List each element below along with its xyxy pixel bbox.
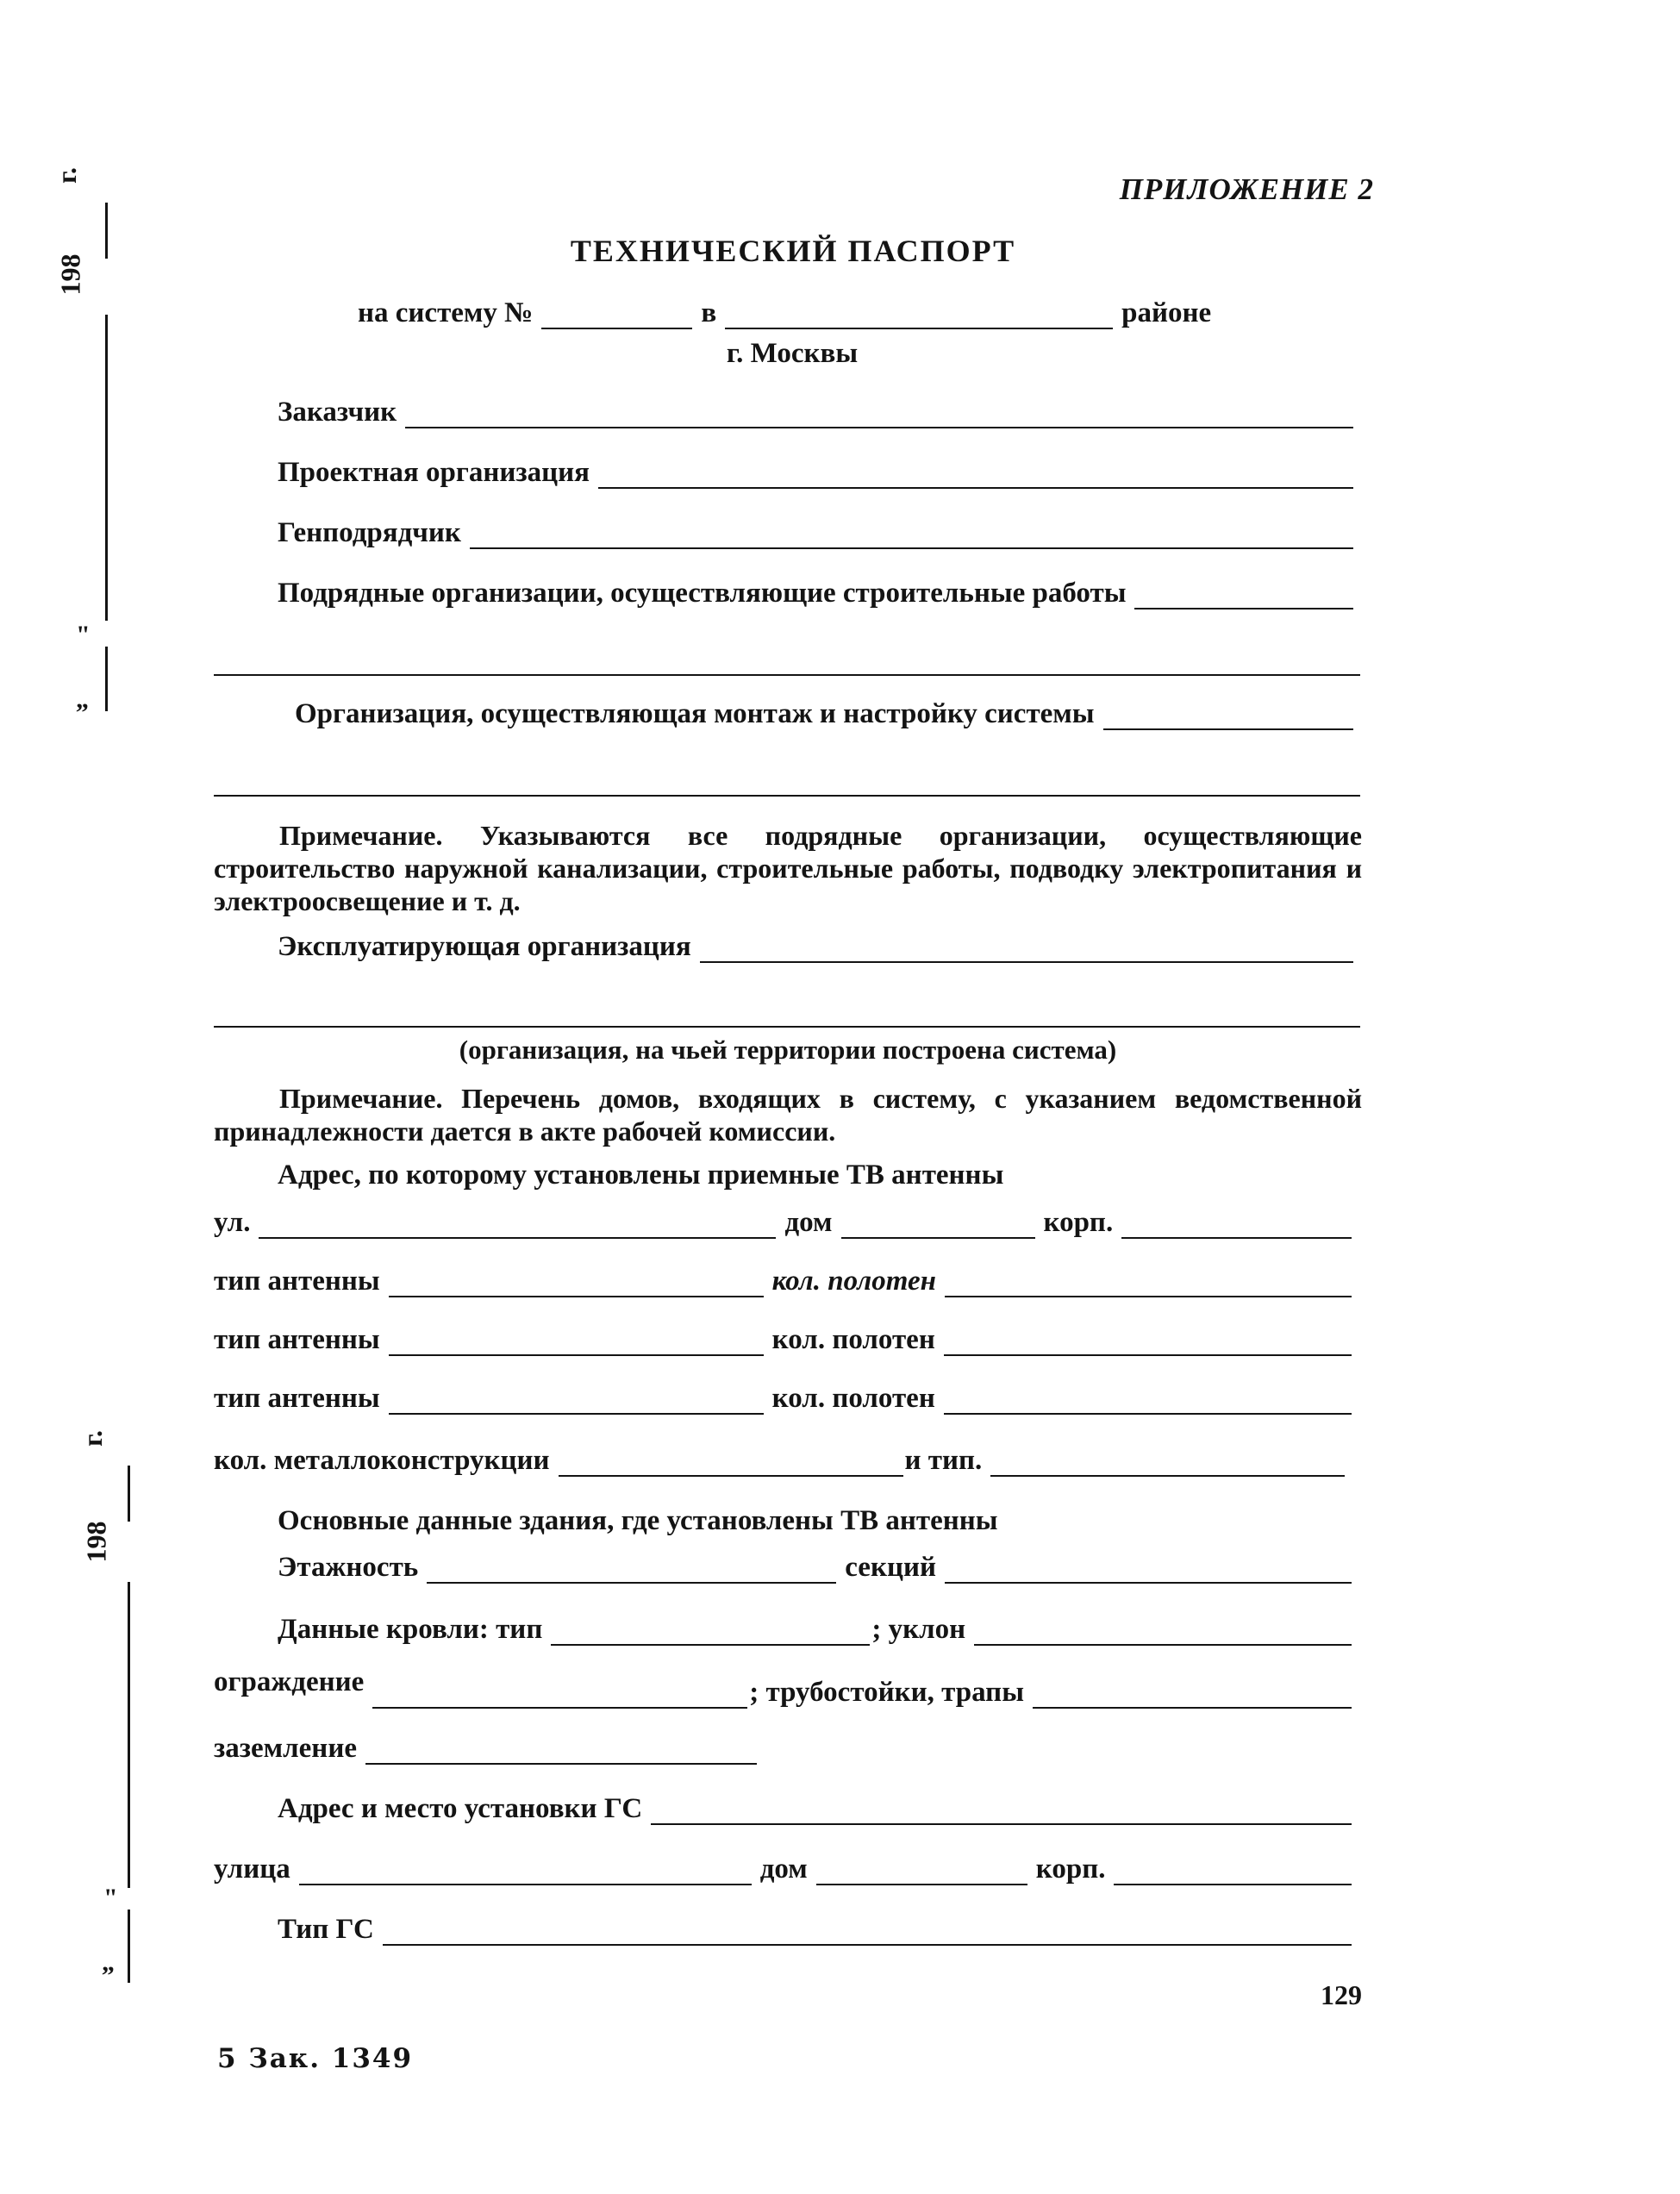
stamp-year: 198 xyxy=(80,1521,112,1563)
gs-type-row xyxy=(278,1914,1360,1946)
slope-field[interactable] xyxy=(974,1618,1352,1646)
customer-field[interactable] xyxy=(405,401,1353,428)
metal-count-label: кол. металлоконструкции xyxy=(214,1445,550,1476)
antenna-type-label: тип антенны xyxy=(214,1266,380,1297)
gs-type-field[interactable] xyxy=(383,1918,1352,1946)
design-org-label: Проектная организация xyxy=(278,457,590,488)
general-contractor-label: Генподрядчик xyxy=(278,517,461,548)
antenna-count-field[interactable] xyxy=(945,1270,1352,1297)
metal-count-field[interactable] xyxy=(559,1449,903,1477)
roof-type-label: Данные кровли: тип xyxy=(278,1614,543,1645)
antenna-type-field[interactable] xyxy=(389,1270,764,1297)
system-number-field[interactable] xyxy=(541,302,692,329)
note-contractors xyxy=(214,819,1362,917)
fence-row xyxy=(214,1666,1360,1709)
gs-place-field[interactable] xyxy=(651,1797,1352,1825)
house-field[interactable] xyxy=(841,1211,1035,1239)
grounding-row xyxy=(214,1733,765,1765)
fence-label: ограждение xyxy=(214,1666,365,1697)
metal-type-field[interactable] xyxy=(990,1449,1345,1477)
stamp-suffix: г. xyxy=(50,167,82,184)
stamp-quote-open: „ xyxy=(102,1948,115,1977)
stamp-quote-open: „ xyxy=(76,685,89,714)
antenna-row xyxy=(214,1383,1360,1415)
metal-type-label: и тип. xyxy=(904,1445,983,1476)
grounding-label: заземление xyxy=(214,1733,357,1764)
house-label: дом xyxy=(784,1207,833,1238)
metal-row xyxy=(214,1445,1353,1477)
gs-house-label: дом xyxy=(759,1853,808,1885)
print-order: 5 Зак. 1349 xyxy=(217,2043,414,2074)
fence-field[interactable] xyxy=(372,1681,747,1709)
street-field[interactable] xyxy=(259,1211,776,1239)
gs-street-label: улица xyxy=(214,1853,290,1885)
floors-field[interactable] xyxy=(427,1556,836,1584)
design-org-field[interactable] xyxy=(598,461,1353,489)
general-contractor-field[interactable] xyxy=(470,522,1353,549)
stamp-suffix: г. xyxy=(76,1430,108,1447)
district-label: районе xyxy=(1121,297,1212,328)
system-number-label: на систему № xyxy=(358,297,534,328)
note-text: Перечень домов, входящих в систему, с указанием ведомственной принадлежности дается в акте рабочей комиссии. xyxy=(214,1083,1363,1147)
general-contractor-row xyxy=(278,517,1362,549)
city-label: г. Москвы xyxy=(726,338,859,369)
operator-caption: (организация, на чьей территории построена система) xyxy=(459,1034,1117,1065)
antenna-count-label: кол. полотен xyxy=(771,1324,935,1355)
building-field[interactable] xyxy=(1121,1211,1352,1239)
sections-field[interactable] xyxy=(945,1556,1352,1584)
roof-row xyxy=(278,1614,1360,1646)
antenna-row xyxy=(214,1266,1360,1297)
contractors-field[interactable] xyxy=(1134,582,1353,609)
system-line xyxy=(358,297,1220,329)
building-data-heading: Основные данные здания, где установлены ТВ антенны xyxy=(278,1505,998,1536)
grounding-field[interactable] xyxy=(365,1737,757,1765)
contractors-label: Подрядные организации, осуществляющие строительные работы xyxy=(278,578,1127,609)
customer-label: Заказчик xyxy=(278,397,397,428)
gs-address-row xyxy=(214,1853,1360,1885)
gs-type-label: Тип ГС xyxy=(278,1914,374,1945)
pipes-field[interactable] xyxy=(1033,1695,1352,1709)
gs-house-field[interactable] xyxy=(816,1858,1027,1885)
street-label: ул. xyxy=(214,1207,251,1238)
page-number: 129 xyxy=(1321,1979,1362,2010)
stamp-year: 198 xyxy=(54,253,86,296)
note-lead: Примечание. xyxy=(279,820,443,851)
antenna-row xyxy=(214,1324,1360,1356)
note-lead: Примечание. xyxy=(279,1083,443,1114)
antenna-count-label: кол. полотен xyxy=(771,1383,935,1414)
building-label: корп. xyxy=(1043,1207,1114,1238)
installer-extra-line[interactable] xyxy=(214,795,1360,797)
contractors-extra-line[interactable] xyxy=(214,674,1360,676)
operator-label: Эксплуатирующая организация xyxy=(278,931,691,962)
gs-building-label: корп. xyxy=(1035,1853,1106,1885)
floors-row xyxy=(278,1552,1360,1584)
antenna-type-label: тип антенны xyxy=(214,1383,380,1414)
customer-row xyxy=(278,397,1362,428)
sections-label: секций xyxy=(845,1552,937,1583)
note-houses xyxy=(214,1082,1362,1147)
antenna-address-row xyxy=(214,1207,1360,1239)
antenna-type-field[interactable] xyxy=(389,1387,764,1415)
antenna-count-label: кол. полотен xyxy=(771,1266,936,1297)
antenna-type-field[interactable] xyxy=(389,1328,764,1356)
slope-label: ; уклон xyxy=(871,1614,966,1645)
in-label: в xyxy=(701,297,717,328)
roof-type-field[interactable] xyxy=(551,1618,870,1646)
installer-row xyxy=(295,698,1362,730)
installer-label: Организация, осуществляющая монтаж и настройку системы xyxy=(295,698,1095,729)
gs-street-field[interactable] xyxy=(299,1858,752,1885)
operator-field[interactable] xyxy=(700,935,1353,963)
antenna-count-field[interactable] xyxy=(944,1328,1352,1356)
antenna-type-label: тип антенны xyxy=(214,1324,380,1355)
appendix-label: ПРИЛОЖЕНИЕ 2 xyxy=(1119,172,1374,206)
operator-row xyxy=(278,931,1362,963)
stamp-quote-close: " xyxy=(76,621,91,649)
operator-extra-line[interactable] xyxy=(214,1026,1360,1028)
gs-building-field[interactable] xyxy=(1114,1858,1352,1885)
gs-heading-label: Адрес и место установки ГС xyxy=(278,1793,643,1824)
contractors-row xyxy=(278,578,1362,609)
installer-field[interactable] xyxy=(1103,703,1353,730)
gs-heading-row xyxy=(278,1793,1360,1825)
margin-date-stamp-bottom xyxy=(34,1414,121,2017)
district-field[interactable] xyxy=(725,302,1113,329)
antenna-address-heading: Адрес, по которому установлены приемные ТВ антенны xyxy=(278,1160,1004,1191)
antenna-count-field[interactable] xyxy=(944,1387,1352,1415)
stamp-quote-close: " xyxy=(103,1884,118,1912)
document-title: ТЕХНИЧЕСКИЙ ПАСПОРТ xyxy=(570,234,1016,268)
note-text: Указываются все подрядные организации, осуществляющие строительство наружной канализации, строительные работы, подводку электропитания и электроосвещение и т. д. xyxy=(214,820,1363,916)
floors-label: Этажность xyxy=(278,1552,419,1583)
design-org-row xyxy=(278,457,1362,489)
pipes-label: ; трубостойки, трапы xyxy=(749,1677,1024,1708)
